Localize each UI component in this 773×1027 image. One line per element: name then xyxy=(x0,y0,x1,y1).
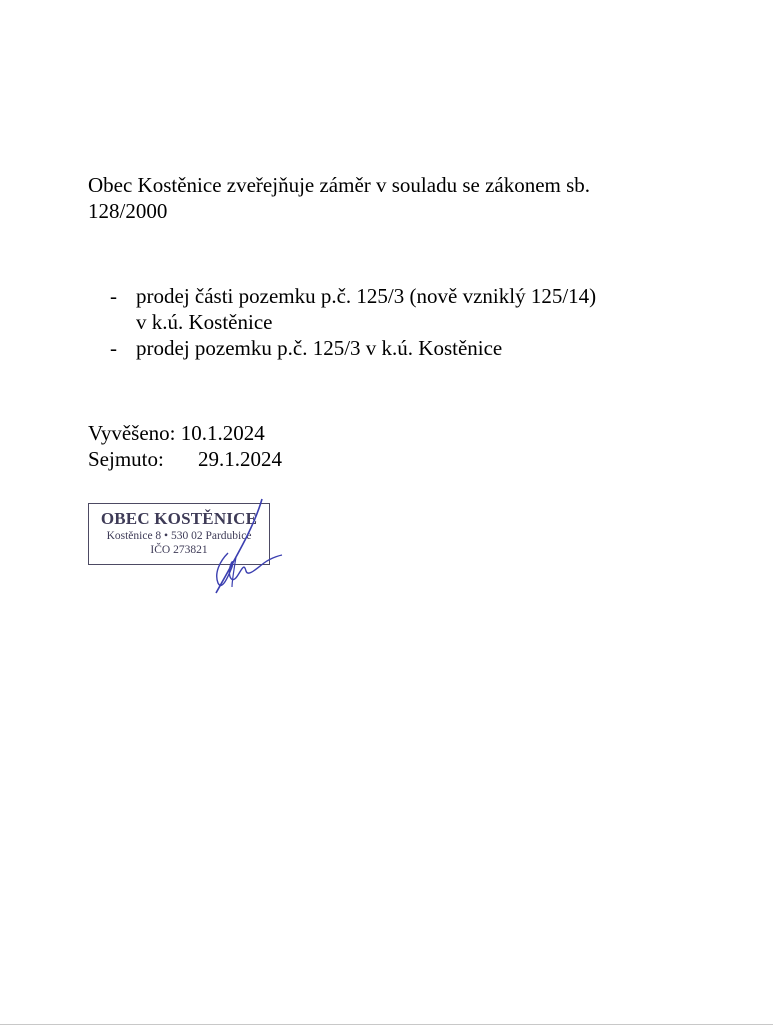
posted-date: 10.1.2024 xyxy=(180,421,265,445)
list-dash: - xyxy=(110,284,117,308)
stamp-address: Kostěnice 8 • 530 02 Pardubice xyxy=(106,530,252,542)
intro-line-1: Obec Kostěnice zveřejňuje záměr v souladu se zákonem sb. xyxy=(88,173,591,197)
removed-row xyxy=(88,446,282,472)
posted-label: Vyvěšeno: xyxy=(88,421,176,445)
dates-block xyxy=(88,420,282,472)
list-item-line-1: prodej pozemku p.č. 125/3 v k.ú. Kostěnice xyxy=(136,336,503,360)
list-item xyxy=(110,283,710,335)
list-item-line-2: v k.ú. Kostěnice xyxy=(136,310,273,334)
item-list xyxy=(110,283,710,361)
official-stamp xyxy=(86,497,302,595)
removed-label: Sejmuto: xyxy=(88,447,164,471)
intro-paragraph xyxy=(88,172,688,224)
list-dash: - xyxy=(110,336,117,360)
stamp-title: OBEC KOSTĚNICE xyxy=(100,509,258,528)
list-item-line-1: prodej části pozemku p.č. 125/3 (nově vzniklý 125/14) xyxy=(136,284,597,308)
stamp-box xyxy=(88,503,270,565)
stamp-ico: IČO 273821 xyxy=(150,544,208,556)
page-bottom-divider xyxy=(0,1024,773,1025)
removed-date: 29.1.2024 xyxy=(198,447,282,471)
posted-row xyxy=(88,420,282,446)
list-item xyxy=(110,335,710,361)
intro-line-2: 128/2000 xyxy=(88,199,168,223)
